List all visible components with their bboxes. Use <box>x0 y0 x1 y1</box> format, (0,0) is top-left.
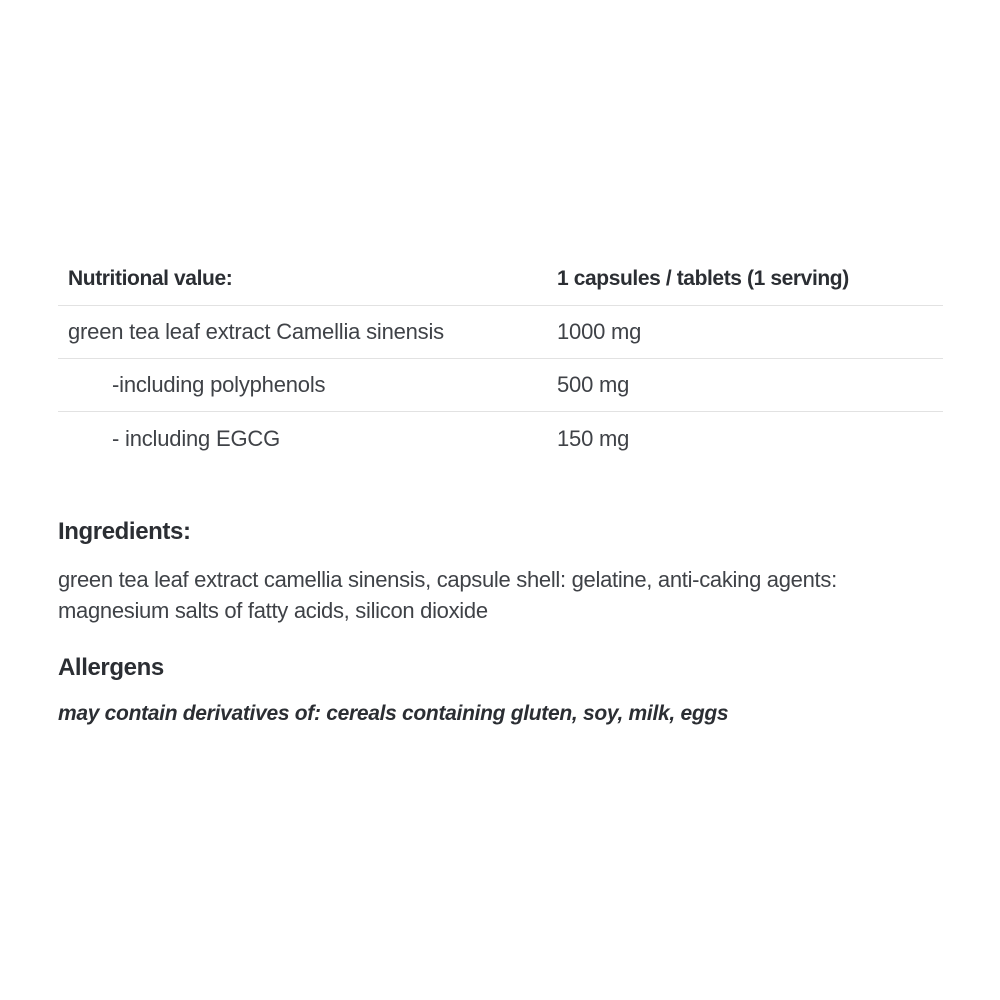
table-row <box>58 359 943 412</box>
table-row <box>58 306 943 359</box>
nutrition-table <box>58 253 943 465</box>
nutrition-table-header-row <box>58 253 943 306</box>
nutrition-table-header-label: Nutritional value: <box>68 267 233 290</box>
allergens-heading: Allergens <box>58 654 164 681</box>
table-row <box>58 412 943 465</box>
nutrition-table-header-serving: 1 capsules / tablets (1 serving) <box>557 267 849 290</box>
ingredient-name: - including EGCG <box>112 425 280 451</box>
ingredients-heading: Ingredients: <box>58 518 191 545</box>
allergens-note: may contain derivatives of: cereals containing gluten, soy, milk, eggs <box>58 702 729 725</box>
supplement-facts-panel <box>58 253 943 728</box>
ingredient-amount: 500 mg <box>557 372 630 397</box>
ingredients-text: green tea leaf extract camellia sinensis, capsule shell: gelatine, anti-caking agents: magnesium salts of fatty acids, silicon dioxide <box>58 567 837 623</box>
ingredient-name: green tea leaf extract Camellia sinensis <box>68 319 444 344</box>
ingredient-amount: 150 mg <box>557 425 630 451</box>
ingredient-amount: 1000 mg <box>557 319 642 344</box>
ingredient-name: -including polyphenols <box>112 372 326 397</box>
